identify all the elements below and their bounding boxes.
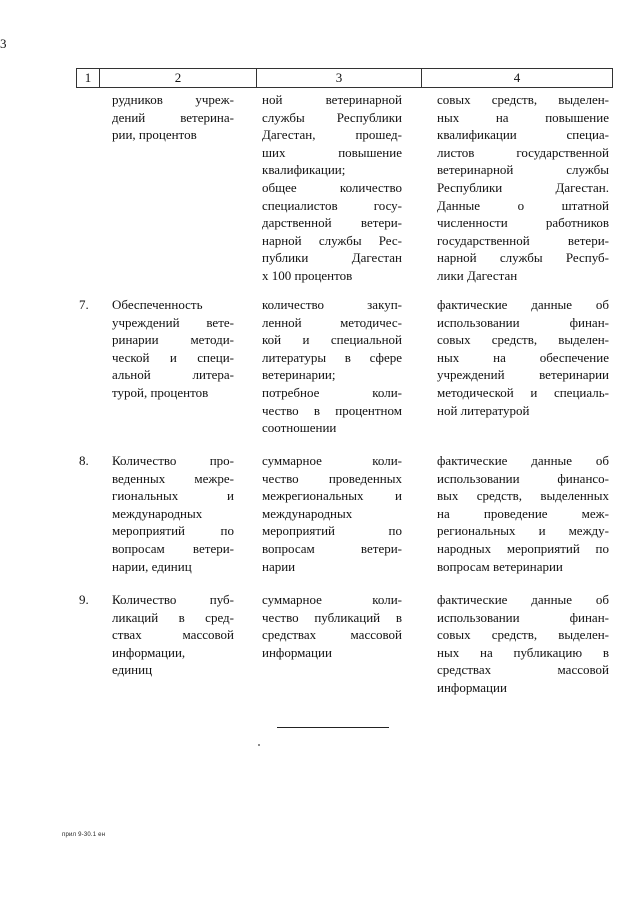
cell-source: фактические данные об использовании финан- совых средств, выделен- ных на публикацию в средствах массовой информации (437, 592, 609, 695)
header-col-1: 1 (84, 70, 92, 85)
cell-source: совых средств, выделен- ных на повышение квалификации специа- листов государственной ветеринарной службы Республики Дагестан. Данные о штатной численности работников государственной ветери- нарной службы Респуб- лики Дагестан (437, 92, 609, 283)
cell-formula: суммарное коли- чество проведенных межрегиональных и международных мероприятий по вопросам ветери- нарии (262, 453, 402, 574)
cell-indicator: Количество про- веденных межре- гиональных и международных мероприятий по вопросам ветери- нарии, единиц (112, 453, 234, 574)
cell-formula: ной ветеринарной службы Республики Дагестан, прошед- ших повышение квалификации; общее количество специалистов госу- дарственной ветери- нарной службы Рес- публики Дагестан х 100 процентов (262, 92, 402, 283)
cell-source: фактические данные об использовании финансо- вых средств, выделенных на проведение меж- региональных и между- народных мероприятий по вопросам ветеринарии (437, 453, 609, 574)
cell-indicator: рудников учреж- дений ветерина- рии, процентов (112, 92, 234, 143)
cell-source: фактические данные об использовании финан- совых средств, выделен- ных на обеспечение учреждений ветеринарии методической и специаль- ной литературой (437, 297, 609, 418)
cell-formula: количество закуп- ленной методичес- кой и специальной литературы в сфере ветеринарии; потребное коли- чество в процентном соотношении (262, 297, 402, 436)
scan-speck (258, 744, 260, 746)
cell-formula: суммарное коли- чество публикаций в средствах массовой информации (262, 592, 402, 660)
page-number: 3 (0, 36, 7, 51)
row-number: 8. (79, 453, 89, 468)
header-col-3: 3 (256, 69, 421, 87)
header-col-4: 4 (421, 69, 612, 87)
cell-indicator: Количество пуб- ликаций в сред- ствах массовой информации, единиц (112, 592, 234, 678)
row-number: 9. (79, 592, 89, 607)
footer-code: прил 9-30.1 ен (62, 832, 106, 838)
header-col-2: 2 (99, 69, 256, 87)
end-divider (277, 727, 389, 728)
row-number: 7. (79, 297, 89, 312)
table-header (76, 68, 613, 88)
cell-indicator: Обеспеченность учреждений вете- ринарии методи- ческой и специ- альной литера- турой, процентов (112, 297, 234, 400)
